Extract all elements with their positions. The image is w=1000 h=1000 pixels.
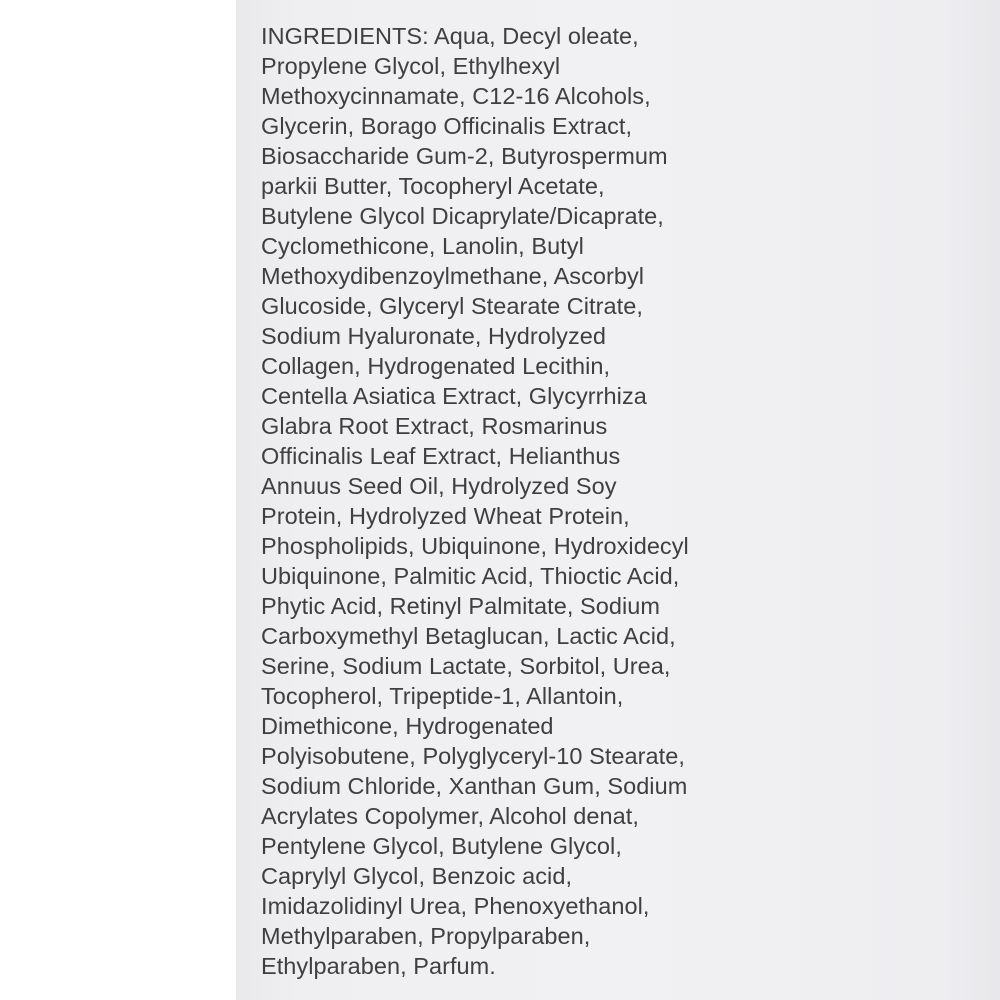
ingredients-line: Glucoside, Glyceryl Stearate Citrate, [261,293,643,319]
ingredients-line: INGREDIENTS: Aqua, Decyl oleate, [261,23,639,49]
ingredients-line: Protein, Hydrolyzed Wheat Protein, [261,503,630,529]
ingredients-line: Methylparaben, Propylparaben, [261,923,591,949]
ingredients-line: Caprylyl Glycol, Benzoic acid, [261,863,573,889]
ingredients-line: Officinalis Leaf Extract, Helianthus [261,443,621,469]
ingredients-line: Annuus Seed Oil, Hydrolyzed Soy [261,473,617,499]
ingredients-line: Sodium Chloride, Xanthan Gum, Sodium [261,773,688,799]
ingredients-line: Serine, Sodium Lactate, Sorbitol, Urea, [261,653,671,679]
ingredients-line: Cyclomethicone, Lanolin, Butyl [261,233,584,259]
ingredients-line: Methoxydibenzoylmethane, Ascorbyl [261,263,645,289]
ingredients-line: Acrylates Copolymer, Alcohol denat, [261,803,639,829]
ingredients-line: Butylene Glycol Dicaprylate/Dicaprate, [261,203,664,229]
ingredients-line: Methoxycinnamate, C12-16 Alcohols, [261,83,651,109]
ingredients-line: Phytic Acid, Retinyl Palmitate, Sodium [261,593,660,619]
ingredients-line: Imidazolidinyl Urea, Phenoxyethanol, [261,893,650,919]
ingredients-line: Pentylene Glycol, Butylene Glycol, [261,833,622,859]
ingredients-line: Ubiquinone, Palmitic Acid, Thioctic Acid, [261,563,680,589]
ingredients-line: parkii Butter, Tocopheryl Acetate, [261,173,605,199]
ingredients-line: Ethylparaben, Parfum. [261,953,496,979]
ingredients-line: Dimethicone, Hydrogenated [261,713,554,739]
ingredients-line: Sodium Hyaluronate, Hydrolyzed [261,323,607,349]
ingredients-line: Centella Asiatica Extract, Glycyrrhiza [261,383,647,409]
ingredients-line: Biosaccharide Gum-2, Butyrospermum [261,143,668,169]
ingredients-line: Carboxymethyl Betaglucan, Lactic Acid, [261,623,676,649]
ingredients-line: Polyisobutene, Polyglyceryl-10 Stearate, [261,743,685,769]
ingredients-text [261,21,991,981]
ingredients-line: Phospholipids, Ubiquinone, Hydroxidecyl [261,533,689,559]
ingredients-line: Glabra Root Extract, Rosmarinus [261,413,608,439]
ingredients-line: Propylene Glycol, Ethylhexyl [261,53,561,79]
ingredients-line: Tocopherol, Tripeptide-1, Allantoin, [261,683,624,709]
ingredients-line: Glycerin, Borago Officinalis Extract, [261,113,633,139]
ingredients-line: Collagen, Hydrogenated Lecithin, [261,353,611,379]
